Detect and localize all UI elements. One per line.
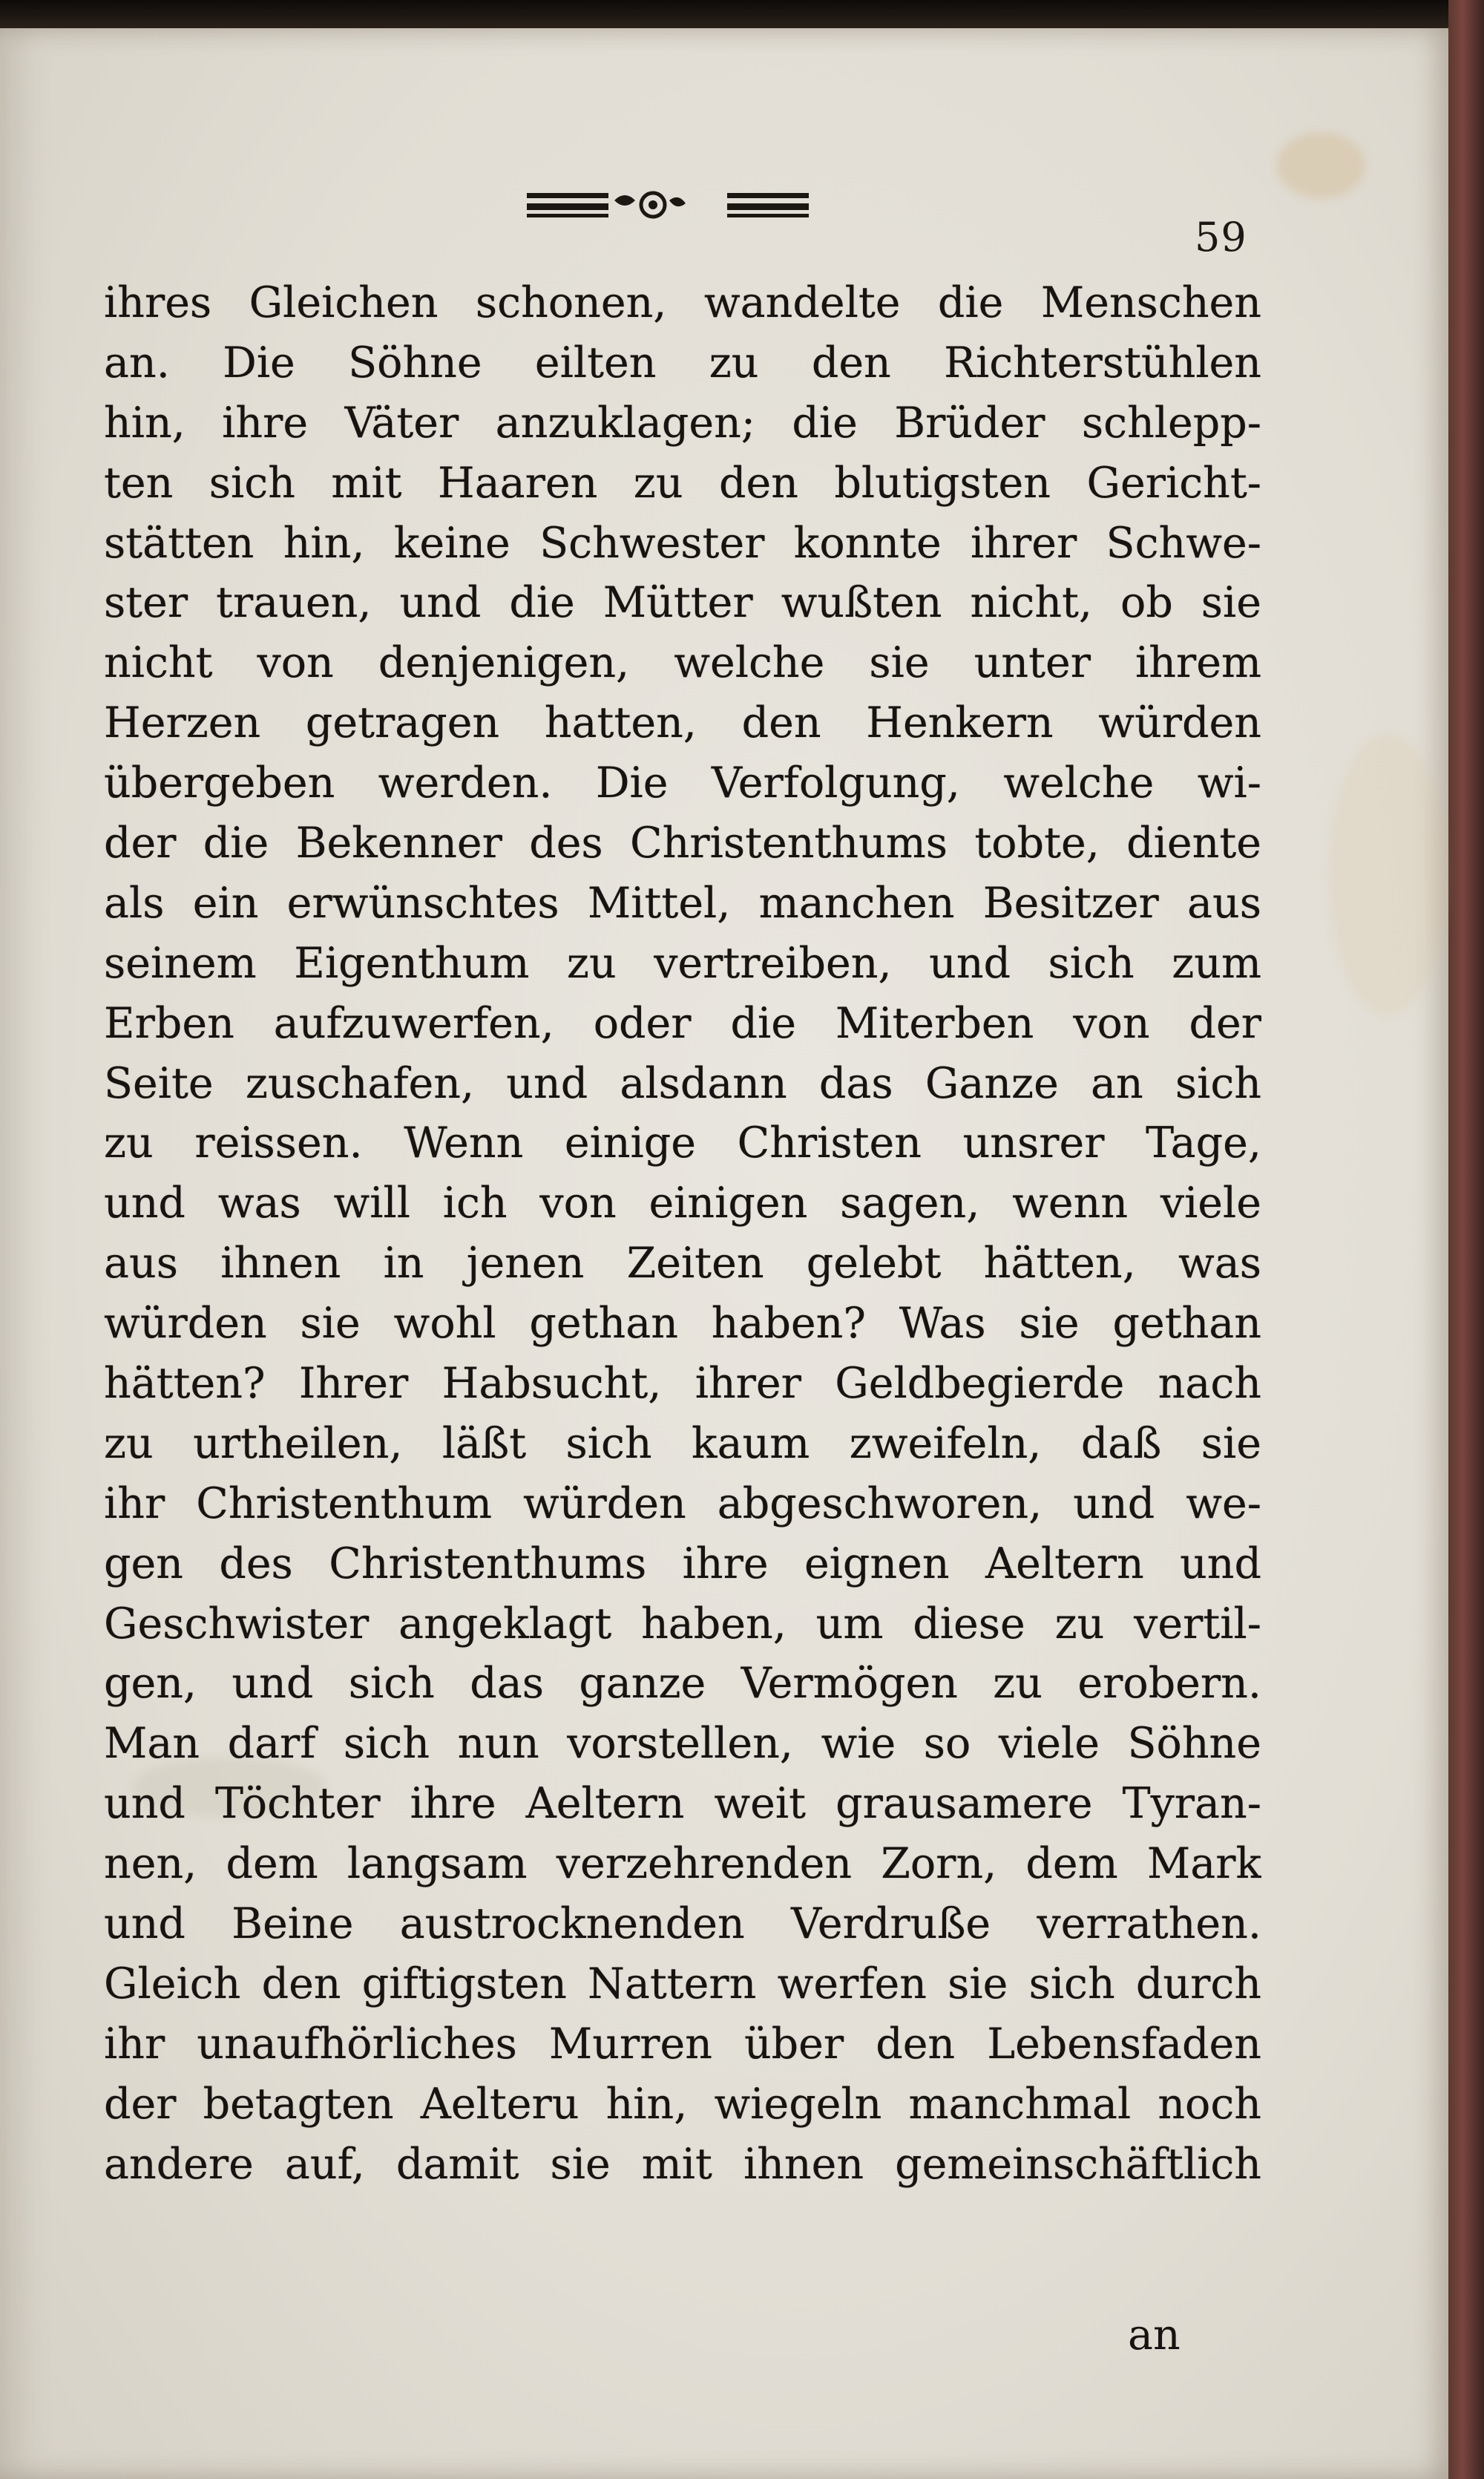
paper-stain (1276, 132, 1365, 199)
catchword: an (1128, 2311, 1181, 2360)
text-line: gen des Christenthums ihre eignen Aeltern und (104, 1539, 1261, 1588)
text-line: ten sich mit Haaren zu den blutigsten Gericht- (104, 458, 1261, 508)
text-line: gen, und sich das ganze Vermögen zu erobern. (104, 1659, 1261, 1709)
text-line: Man darf sich nun vorstellen, wie so viele Söhne (104, 1719, 1261, 1769)
text-line: zu urtheilen, läßt sich kaum zweifeln, daß sie (104, 1418, 1261, 1468)
text-line: der betagten Aelteru hin, wiegeln manchmal noch (104, 2079, 1261, 2129)
text-line: Geschwister angeklagt haben, um diese zu vertil- (104, 1599, 1261, 1648)
text-line: hin, ihre Väter anzuklagen; die Brüder schlepp- (104, 398, 1261, 448)
text-line: Erben aufzuwerfen, oder die Miterben von der (104, 998, 1261, 1048)
text-line: hätten? Ihrer Habsucht, ihrer Geldbegierde nach (104, 1359, 1261, 1409)
text-line: und was will ich von einigen sagen, wenn viele (104, 1179, 1261, 1228)
text-line: übergeben werden. Die Verfolgung, welche wi- (104, 759, 1261, 808)
body-text (104, 273, 1261, 2195)
text-line: der die Bekenner des Christenthums tobte, diente (104, 819, 1261, 868)
page-number: 59 (1195, 214, 1247, 261)
text-line: und Töchter ihre Aeltern weit grausamere Tyran- (104, 1779, 1261, 1829)
text-line: ihr unaufhörliches Murren über den Lebensfaden (104, 2019, 1261, 2069)
text-line: als ein erwünschtes Mittel, manchen Besitzer aus (104, 878, 1261, 928)
text-line: nicht von denjenigen, welche sie unter ihrem (104, 638, 1261, 688)
text-line: stätten hin, keine Schwester konnte ihrer Schwe- (104, 518, 1261, 568)
text-line: ihres Gleichen schonen, wandelte die Menschen (104, 278, 1261, 327)
paper-stain (1328, 733, 1447, 1015)
text-line: zu reissen. Wenn einige Christen unsrer Tage, (104, 1119, 1261, 1168)
text-line: ster trauen, und die Mütter wußten nicht, ob sie (104, 578, 1261, 628)
scan-top-shadow (0, 0, 1484, 28)
book-spine-edge (1448, 0, 1484, 2479)
text-line: andere auf, damit sie mit ihnen gemeinschäftlich (104, 2139, 1261, 2189)
paper-page (0, 28, 1448, 2479)
text-line: und Beine austrocknenden Verdruße verrathen. (104, 1899, 1261, 1949)
text-line: Gleich den giftigsten Nattern werfen sie sich durch (104, 1959, 1261, 2008)
text-line: Herzen getragen hatten, den Henkern würden (104, 698, 1261, 748)
text-line: nen, dem langsam verzehrenden Zorn, dem Mark (104, 1839, 1261, 1889)
text-line: aus ihnen in jenen Zeiten gelebt hätten, was (104, 1239, 1261, 1288)
text-line: ihr Christenthum würden abgeschworen, und we- (104, 1478, 1261, 1528)
text-line: Seite zuschafen, und alsdann das Ganze an sich (104, 1058, 1261, 1108)
text-line: seinem Eigenthum zu vertreiben, und sich zum (104, 938, 1261, 988)
text-line: würden sie wohl gethan haben? Was sie gethan (104, 1299, 1261, 1349)
printer-ornament-icon (527, 184, 809, 229)
text-line: an. Die Söhne eilten zu den Richterstühlen (104, 338, 1261, 387)
